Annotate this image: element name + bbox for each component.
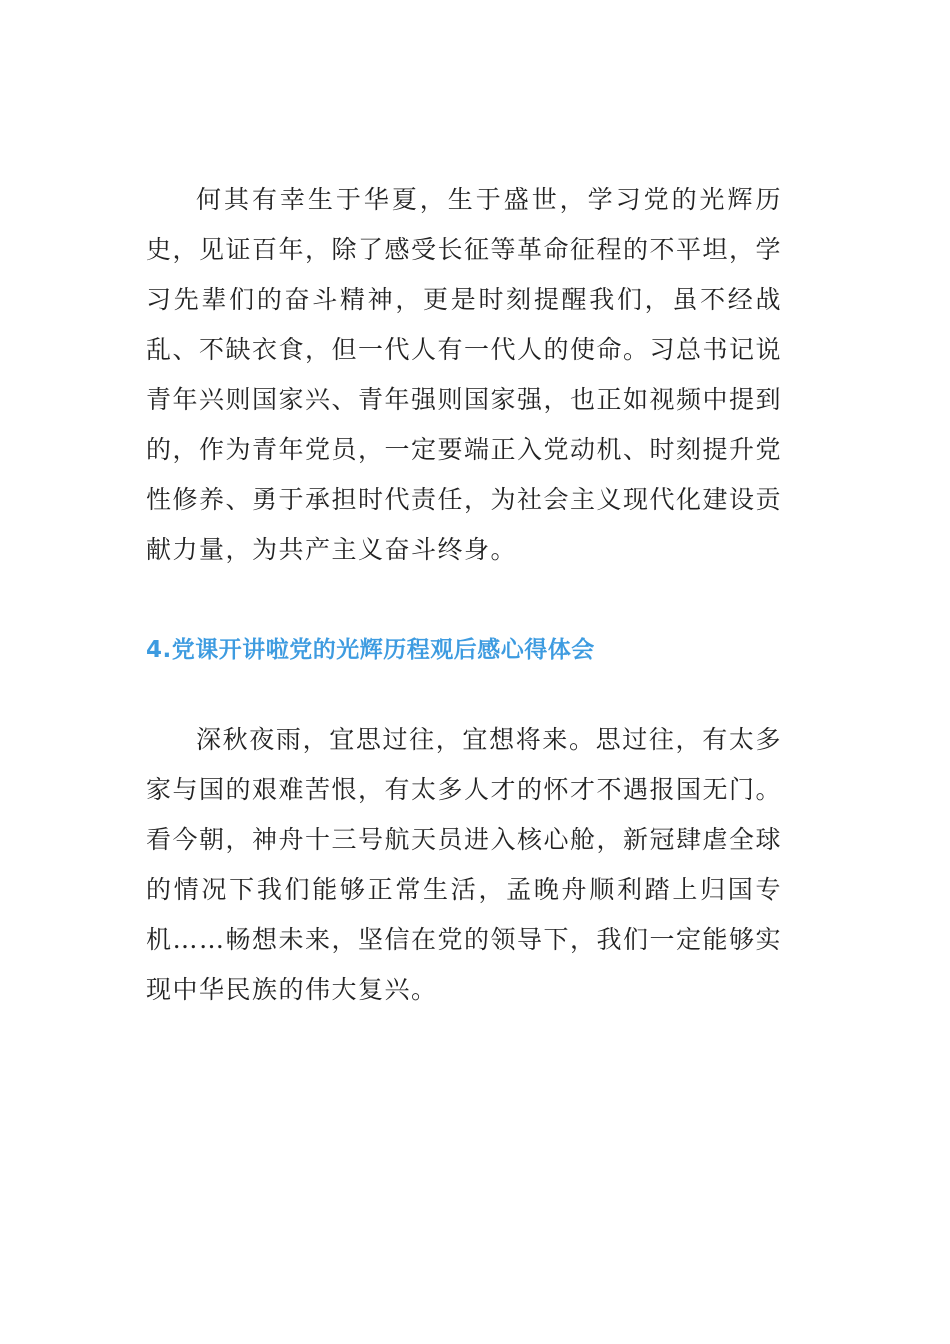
body-paragraph: 深秋夜雨，宜思过往，宜想将来。思过往，有太多家与国的艰难苦恨，有太多人才的怀才不遇报国无门。看今朝，神舟十三号航天员进入核心舱，新冠肆虐全球的情况下我们能够正常生活，孟晚舟顺利踏上归国专机……畅想未来，坚信在党的领导下，我们一定能够实现中华民族的伟大复兴。 <box>146 725 783 1004</box>
section-heading: 4.党课开讲啦党的光辉历程观后感心得体会 <box>146 637 595 663</box>
body-paragraph: 何其有幸生于华夏，生于盛世，学习党的光辉历史，见证百年，除了感受长征等革命征程的不平坦，学习先辈们的奋斗精神，更是时刻提醒我们，虽不经战乱、不缺衣食，但一代人有一代人的使命。习总书记说青年兴则国家兴、青年强则国家强，也正如视频中提到的，作为青年党员，一定要端正入党动机、时刻提升党性修养、勇于承担时代责任，为社会主义现代化建设贡献力量，为共产主义奋斗终身。 <box>146 185 783 564</box>
